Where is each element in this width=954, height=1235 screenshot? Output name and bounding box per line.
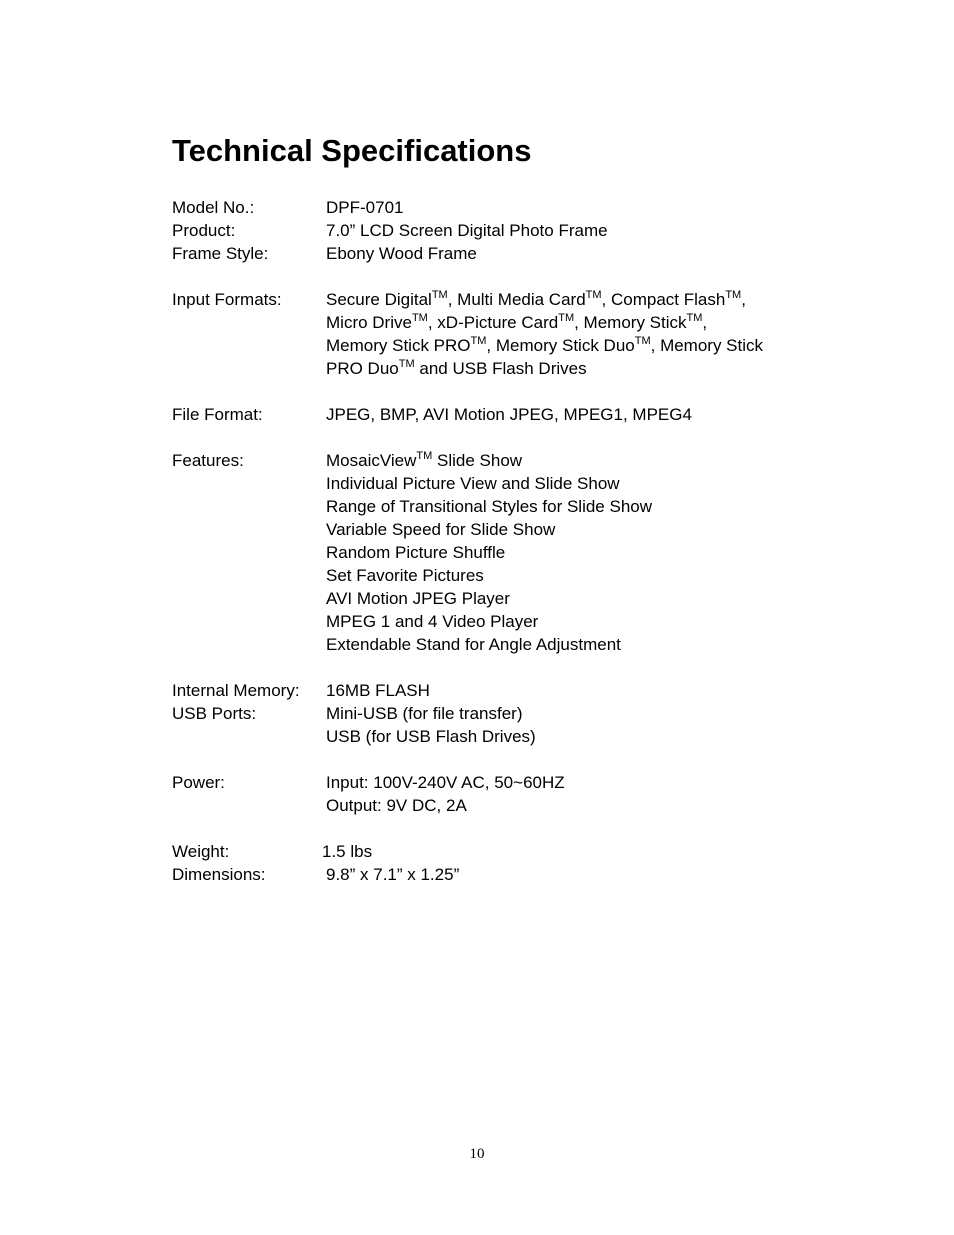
value-line: Secure Digital™, Multi Media Card™, Compact Flash™, <box>326 289 746 309</box>
list-item: Individual Picture View and Slide Show <box>326 474 620 493</box>
list-item: AVI Motion JPEG Player <box>326 589 510 608</box>
trademark-mark: TM <box>470 335 487 347</box>
value-line: Micro Drive™, xD-Picture Card™, Memory Stick™, <box>326 312 708 332</box>
page-title: Technical Specifications <box>172 133 532 168</box>
list-item: Extendable Stand for Angle Adjustment <box>326 635 621 654</box>
spec-value: DPF-0701 <box>326 198 404 217</box>
list-item: Range of Transitional Styles for Slide Show <box>326 497 653 516</box>
spec-value-input-formats <box>326 288 796 380</box>
spec-value: JPEG, BMP, AVI Motion JPEG, MPEG1, MPEG4 <box>326 405 692 424</box>
value-line: Input: 100V-240V AC, 50~60HZ <box>326 773 565 792</box>
spec-label: Model No.: <box>172 198 255 217</box>
trademark-mark: TM <box>416 450 433 462</box>
spec-row-weight <box>172 840 796 863</box>
list-item: Random Picture Shuffle <box>326 543 506 562</box>
feature-list <box>326 449 796 656</box>
spec-value-usb-ports <box>326 702 796 748</box>
spec-row-features <box>172 449 796 656</box>
trademark-mark: TM <box>585 289 602 301</box>
list-item: Set Favorite Pictures <box>326 566 484 585</box>
spec-label: Dimensions: <box>172 865 266 884</box>
list-item: MosaicView™ Slide Show <box>326 450 523 470</box>
spec-row-product <box>172 219 796 242</box>
trademark-mark: TM <box>431 289 448 301</box>
spec-label: USB Ports: <box>172 704 257 723</box>
spec-row-internal-memory <box>172 679 796 702</box>
list-item: MPEG 1 and 4 Video Player <box>326 612 539 631</box>
value-line: Memory Stick PRO™, Memory Stick Duo™, Memory Stick <box>326 335 764 355</box>
spec-row-file-format <box>172 403 796 426</box>
trademark-mark: TM <box>398 358 415 370</box>
spec-value: 9.8” x 7.1” x 1.25” <box>326 865 460 884</box>
spec-row-power <box>172 771 796 817</box>
spec-label: Frame Style: <box>172 244 269 263</box>
spec-row-model <box>172 196 796 219</box>
spec-value: 7.0” LCD Screen Digital Photo Frame <box>326 221 608 240</box>
trademark-mark: TM <box>725 289 742 301</box>
value-line: Mini-USB (for file transfer) <box>326 704 523 723</box>
spec-value: Ebony Wood Frame <box>326 244 477 263</box>
spec-value: 16MB FLASH <box>326 681 430 700</box>
page-number: 10 <box>469 1146 485 1162</box>
spec-label: Weight: <box>172 842 230 861</box>
spec-row-usb-ports <box>172 702 796 748</box>
trademark-mark: TM <box>686 312 703 324</box>
spec-row-frame-style <box>172 242 796 265</box>
spec-label: Internal Memory: <box>172 681 300 700</box>
trademark-mark: TM <box>411 312 428 324</box>
spec-value: 1.5 lbs <box>322 842 373 861</box>
trademark-mark: TM <box>558 312 575 324</box>
list-item: Variable Speed for Slide Show <box>326 520 556 539</box>
spec-label: Features: <box>172 451 244 470</box>
value-line: Output: 9V DC, 2A <box>326 796 467 815</box>
spec-row-input-formats <box>172 288 796 380</box>
spec-row-dimensions <box>172 863 796 886</box>
spec-label: Power: <box>172 773 225 792</box>
spec-label: Product: <box>172 221 236 240</box>
spec-label: Input Formats: <box>172 290 282 309</box>
spec-list <box>172 196 796 886</box>
value-line: USB (for USB Flash Drives) <box>326 727 536 746</box>
trademark-mark: TM <box>634 335 651 347</box>
spec-label: File Format: <box>172 405 263 424</box>
spec-value-power <box>326 771 796 817</box>
value-line: PRO Duo™ and USB Flash Drives <box>326 358 587 378</box>
